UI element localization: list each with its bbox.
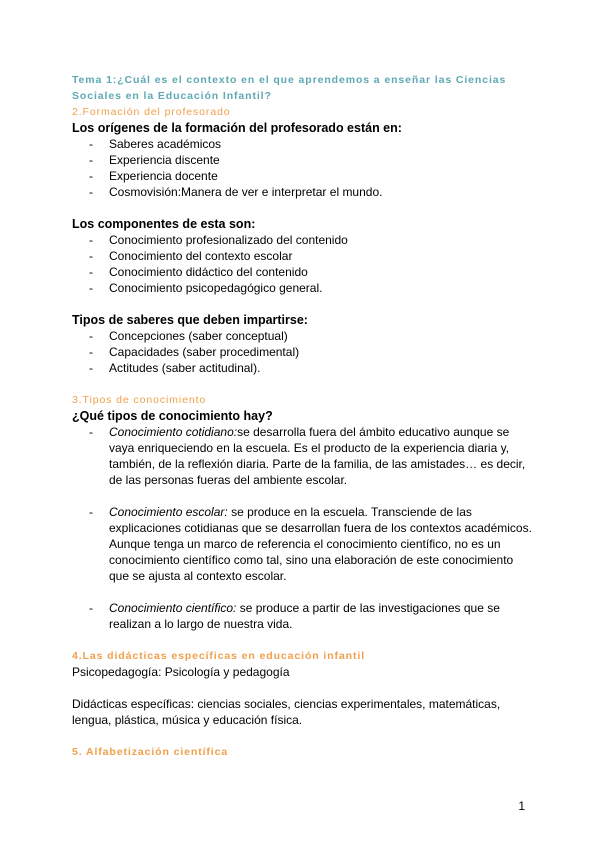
- knowledge-list: [72, 424, 532, 632]
- section-heading-alfabetizacion: 5. Alfabetización científica: [72, 746, 229, 758]
- list-item: - Actitudes (saber actitudinal).: [89, 361, 261, 375]
- page-number: 1: [518, 799, 525, 813]
- list-item: - Conocimiento del contexto escolar: [89, 249, 293, 263]
- document-content: [72, 72, 532, 760]
- origins-list: [72, 136, 532, 200]
- section-heading-didacticas: 4.Las didácticas específicas en educación infantil: [72, 650, 366, 662]
- list-item: - Capacidades (saber procedimental): [89, 345, 300, 359]
- list-item: - Concepciones (saber conceptual): [89, 329, 288, 343]
- list-item: - Experiencia docente: [89, 169, 218, 183]
- term: Conocimiento científico:: [109, 601, 237, 615]
- section-heading-formacion: 2.Formación del profesorado: [72, 106, 231, 118]
- didacticas-paragraph: Didácticas específicas: ciencias sociales, ciencias experimentales, matemáticas, lengua, plástica, música y educación física.: [72, 697, 501, 727]
- knowledge-question: ¿Qué tipos de conocimiento hay?: [72, 409, 273, 423]
- list-item: - Conocimiento psicopedagógico general.: [89, 281, 323, 295]
- list-item: - Conocimiento cotidiano:se desarrolla fuera del ámbito educativo aunque se vaya enriqueciendo en la escuela. Es el producto de la experiencia diaria y, también, de la reflexión diaria. Parte de la familia, de las amistades… es decir, de las personas fueras del ambiente escolar.: [89, 425, 526, 487]
- list-item: - Conocimiento didáctico del contenido: [89, 265, 308, 279]
- section-heading-tipos: 3.Tipos de conocimiento: [72, 394, 207, 406]
- term: Conocimiento escolar:: [109, 505, 228, 519]
- term: Conocimiento cotidiano:: [109, 425, 238, 439]
- list-item: - Experiencia discente: [89, 153, 220, 167]
- components-heading: Los componentes de esta son:: [72, 217, 256, 231]
- psicopedagogia-line: Psicopedagogía: Psicología y pedagogía: [72, 665, 290, 679]
- components-list: [72, 232, 532, 296]
- list-item: - Saberes académicos: [89, 137, 222, 151]
- types-list: [72, 328, 532, 376]
- list-item: - Cosmovisión:Manera de ver e interpretar el mundo.: [89, 185, 383, 199]
- list-item: - Conocimiento profesionalizado del contenido: [89, 233, 348, 247]
- types-heading: Tipos de saberes que deben impartirse:: [72, 313, 308, 327]
- list-item: - Conocimiento escolar: se produce en la escuela. Transciende de las explicaciones cotidianas que se desarrollan fuera de los contextos académicos. Aunque tenga un marco de referencia el conocimiento científico, no es un conocimiento científico como tal, sino una elaboración de este conocimiento que se ajusta al contexto escolar.: [89, 505, 532, 583]
- list-item: - Conocimiento científico: se produce a partir de las investigaciones que se realizan a lo largo de nuestra vida.: [89, 601, 500, 631]
- document-title: Tema 1:¿Cuál es el contexto en el que aprendemos a enseñar las Ciencias Sociales en la Educación Infantil?: [72, 74, 507, 102]
- origins-heading: Los orígenes de la formación del profesorado están en:: [72, 121, 402, 135]
